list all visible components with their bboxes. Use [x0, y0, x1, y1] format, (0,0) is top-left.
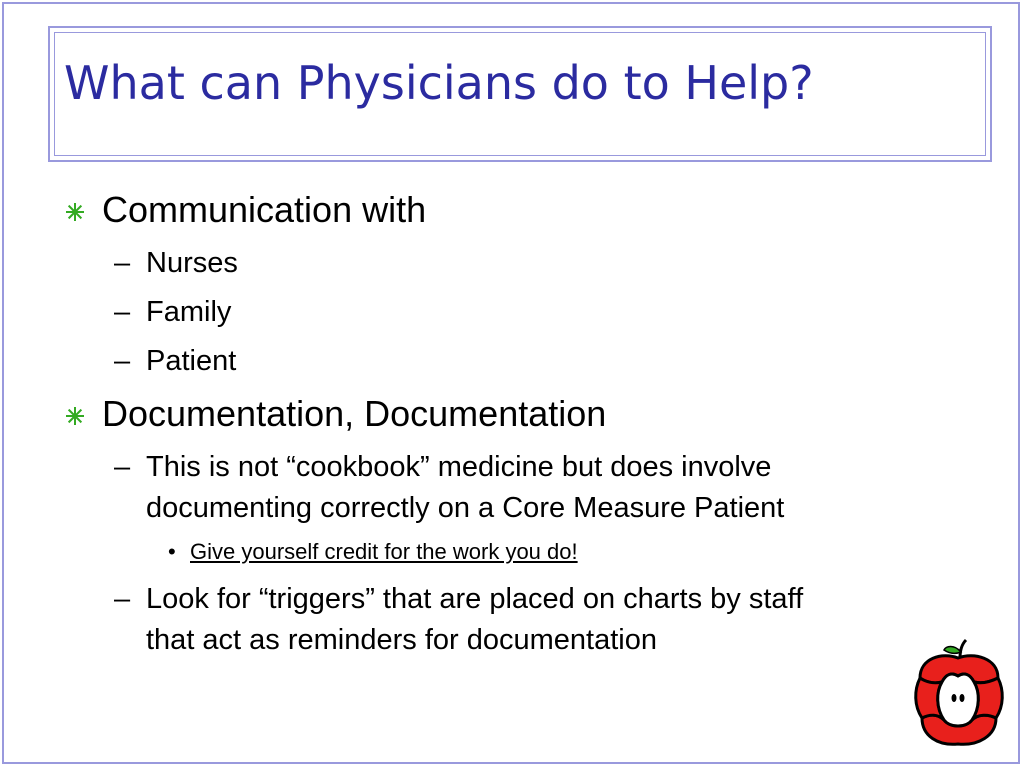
- sub-sub-item-credit: Give yourself credit for the work you do!: [190, 539, 578, 564]
- asterisk-star-icon: [66, 407, 84, 425]
- dash-marker: –: [114, 583, 131, 615]
- dash-marker: –: [114, 296, 131, 328]
- dash-marker: –: [114, 345, 131, 377]
- bullet-documentation: Documentation, Documentation: [102, 393, 607, 434]
- sub-item-triggers-line2: that act as reminders for documentation: [146, 624, 657, 656]
- sub-item-family: Family: [146, 296, 232, 328]
- bullet-communication: Communication with: [102, 189, 427, 230]
- dash-marker: –: [114, 247, 131, 279]
- slide-title: What can Physicians do to Help?: [64, 56, 814, 110]
- apple-core-icon: [910, 638, 1006, 748]
- dash-marker: –: [114, 451, 131, 483]
- sub-item-cookbook-line2: documenting correctly on a Core Measure Patient: [146, 492, 785, 524]
- dot-marker: •: [168, 539, 176, 564]
- sub-item-triggers-line1: Look for “triggers” that are placed on charts by staff: [146, 583, 804, 615]
- sub-item-patient: Patient: [146, 345, 237, 377]
- sub-item-cookbook-line1: This is not “cookbook” medicine but does involve: [146, 451, 772, 483]
- asterisk-star-icon: [66, 203, 84, 221]
- sub-item-nurses: Nurses: [146, 247, 238, 279]
